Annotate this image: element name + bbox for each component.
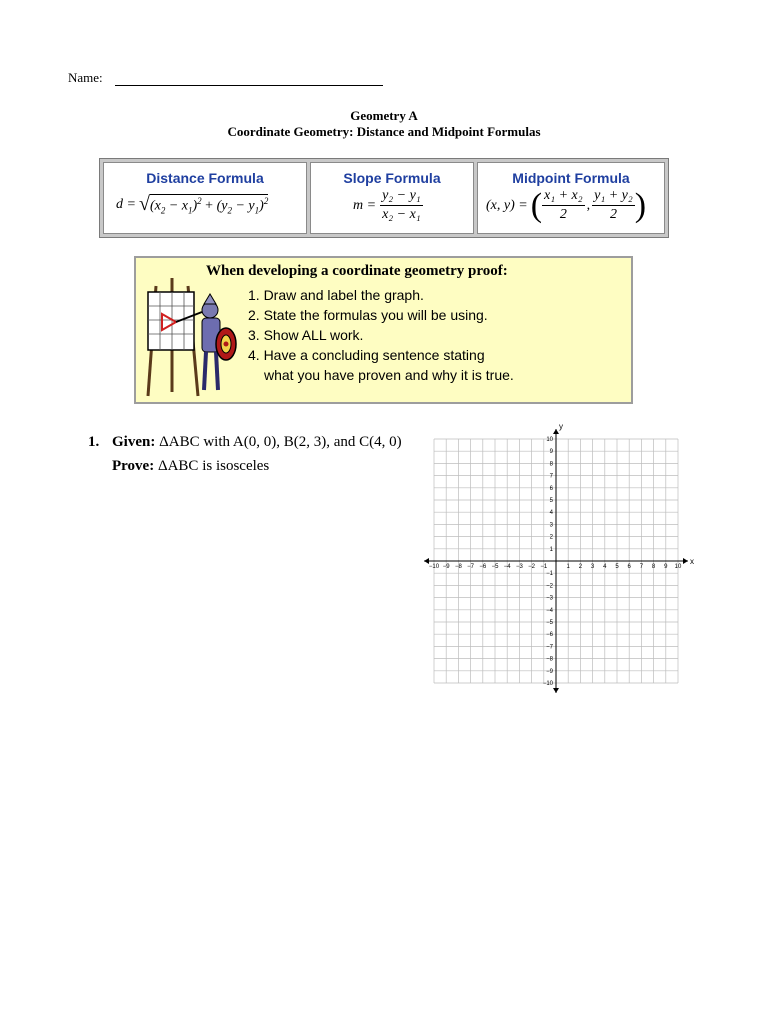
unit-title: Coordinate Geometry: Distance and Midpoint Formulas (227, 124, 541, 139)
list-item: 1. Draw and label the graph. (248, 287, 424, 303)
distance-lhs: d = (116, 196, 136, 212)
x-axis-arrow-left-icon (424, 558, 429, 564)
axes (424, 429, 688, 693)
y-tick-label: −3 (546, 595, 553, 602)
y-axis-arrow-down-icon (553, 688, 559, 693)
slope-formula-heading: Slope Formula (343, 170, 441, 186)
easel-knight-clipart-icon (142, 268, 238, 404)
x-tick-label: 6 (627, 564, 631, 571)
given-line (88, 430, 402, 454)
x-tick-label: −6 (479, 564, 487, 571)
y-tick-label: 4 (549, 510, 553, 517)
prove-line (88, 454, 402, 478)
proof-steps-list (248, 285, 514, 385)
x-tick-label: 4 (603, 564, 607, 571)
x-tick-label: 1 (566, 564, 570, 571)
x-tick-label: −10 (428, 564, 440, 571)
distance-formula-heading: Distance Formula (146, 170, 264, 186)
y-tick-labels (543, 437, 554, 687)
name-row (68, 70, 383, 86)
y-tick-label: −6 (546, 632, 553, 639)
course-title: Geometry A (350, 108, 418, 123)
slope-denominator: x₂ − x₁ (382, 207, 421, 222)
prove-statement: ΔABC is isosceles (157, 458, 270, 474)
y-tick-label: −10 (542, 681, 553, 687)
proof-heading: When developing a coordinate geometry proof: (206, 263, 508, 279)
list-item: 4. Have a concluding sentence stating (248, 347, 485, 363)
problem-1 (88, 430, 402, 478)
y-tick-label: −2 (546, 583, 553, 590)
x-tick-label: 2 (578, 564, 583, 571)
x-tick-label: 10 (674, 564, 682, 571)
slope-lhs: m = (353, 197, 377, 213)
prove-label: Prove: (112, 458, 155, 474)
x-tick-label: −8 (454, 564, 462, 571)
y-tick-label: 5 (549, 498, 553, 504)
y-tick-label: −1 (546, 571, 553, 578)
slope-numerator: y₂ − y₁ (380, 187, 423, 206)
midpoint-comma: , (586, 197, 591, 213)
x-tick-label: 9 (664, 564, 668, 571)
coordinate-grid[interactable] (420, 414, 710, 704)
midpoint-y-fraction: $\frac{\text{y₁ + y₂}}{2}$ (594, 188, 633, 222)
distance-radicand: $(x_2 - x_1)^2 + (y_2 - y_1)^2$ (149, 195, 269, 216)
y-tick-label: 6 (549, 485, 553, 492)
x-axis-label: x (690, 557, 694, 566)
y-tick-label: 8 (549, 461, 553, 468)
midpoint-formula-heading: Midpoint Formula (512, 170, 630, 186)
y-tick-label: −8 (546, 656, 553, 663)
x-tick-label: −7 (467, 564, 475, 571)
x-tick-label: 8 (651, 564, 656, 571)
midpoint-formula-expression (486, 187, 646, 224)
x-tick-label: −4 (503, 564, 511, 571)
sqrt-icon: √ (138, 193, 150, 215)
given-label: Given: (112, 434, 156, 450)
list-item: 2. State the formulas you will be using. (248, 307, 488, 323)
y-tick-label: 3 (549, 522, 553, 529)
list-item-continuation: what you have proven and why it is true. (264, 367, 514, 383)
x-tick-label: −2 (528, 564, 536, 571)
given-statement: ΔABC with A(0, 0), B(2, 3), and C(4, 0) (159, 434, 402, 450)
y-tick-label: 2 (549, 534, 553, 541)
x-tick-label: −1 (540, 564, 548, 571)
distance-formula-expression (116, 193, 268, 216)
proof-steps-box (134, 256, 633, 404)
slope-fraction (380, 187, 423, 224)
y-tick-label: −9 (546, 668, 553, 675)
y-tick-label: 10 (546, 437, 553, 443)
distance-formula-cell (103, 162, 307, 234)
y-tick-label: 9 (549, 449, 553, 456)
y-axis-label: y (559, 422, 563, 431)
list-item: 3. Show ALL work. (248, 327, 364, 343)
y-tick-label: −4 (546, 607, 553, 614)
midpoint-formula-cell (477, 162, 665, 234)
left-paren-icon: ( (530, 186, 543, 224)
title-block (0, 108, 768, 140)
right-paren-icon: ) (634, 186, 647, 224)
x-tick-label: 3 (590, 564, 595, 571)
slope-formula-cell (310, 162, 474, 234)
x-tick-label: 7 (639, 564, 644, 571)
slope-formula-expression (353, 187, 423, 224)
y-tick-label: 7 (549, 473, 553, 480)
name-label: Name: (68, 70, 103, 85)
y-tick-label: −7 (546, 644, 553, 651)
x-tick-label: 5 (615, 564, 619, 571)
y-tick-label: −5 (546, 620, 553, 626)
formula-table (99, 158, 669, 238)
x-tick-label: −5 (491, 564, 499, 571)
x-tick-label: −9 (442, 564, 450, 571)
x-tick-label: −3 (515, 564, 523, 571)
problem-number: 1. (88, 434, 100, 450)
x-tick-labels (429, 564, 682, 570)
midpoint-lhs: (x, y) = (486, 197, 528, 213)
y-tick-label: 1 (549, 546, 553, 553)
name-blank-line[interactable] (115, 71, 383, 86)
x-axis-arrow-right-icon (683, 558, 688, 564)
midpoint-x-fraction: $\frac{\text{x₁ + x₂}}{2}$ (544, 188, 583, 222)
